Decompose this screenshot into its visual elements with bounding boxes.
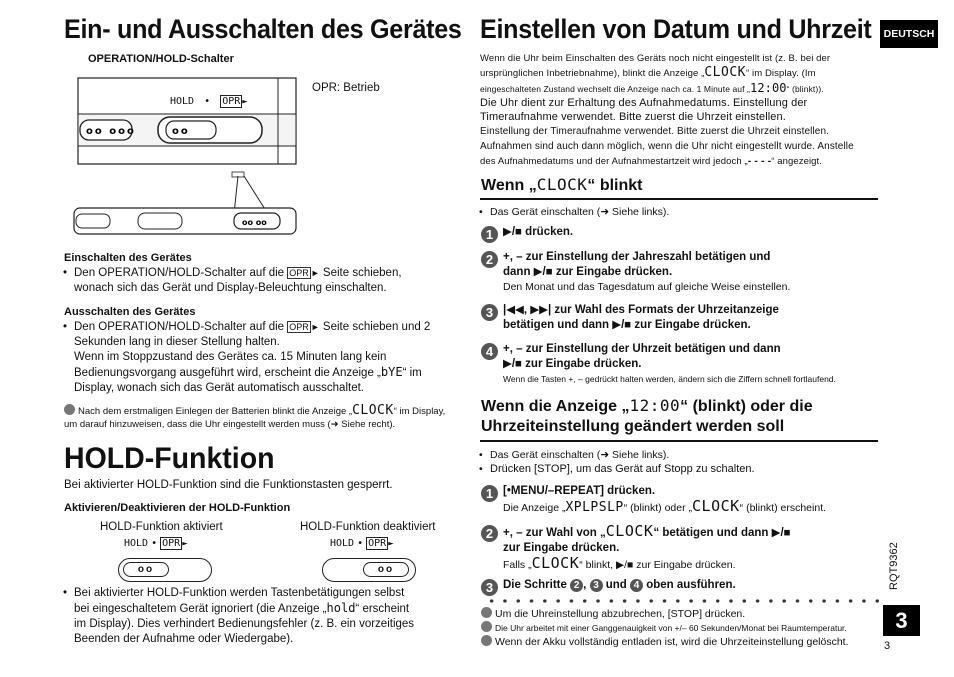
intro-1d: eingeschalteten Zustand wechselt die Anzeige nach ca. 1 Minute auf „ <box>480 84 750 94</box>
arrow-right-icon: ► <box>182 539 188 549</box>
opr-note: OPR: Betrieb <box>312 82 380 94</box>
s2-step3d: oben ausführen. <box>646 579 736 591</box>
on-text <box>74 266 464 296</box>
step-number-3: 3 <box>481 579 498 596</box>
on-heading: Einschalten des Gerätes <box>64 252 192 264</box>
step-ref-3: 3 <box>590 579 603 592</box>
s2-step2 <box>503 524 881 573</box>
note-clock-d: Siehe recht). <box>341 419 396 430</box>
section-title-power: Ein- und Ausschalten des Gerätes <box>64 14 462 44</box>
note-clock-a: Nach dem erstmaligen Einlegen der Batterien blinkt die Anzeige „ <box>78 406 353 417</box>
bye-display: bYE <box>380 365 403 379</box>
switch-caption: OPERATION/HOLD-Schalter <box>88 53 234 65</box>
sleep-display: XPLPSLP <box>565 500 624 515</box>
step-number-2: 2 <box>481 525 498 542</box>
s2-step2-sub-a: Falls „ <box>503 559 532 571</box>
clock-display: CLOCK <box>531 554 580 572</box>
arrow-icon: ➜ <box>330 419 339 430</box>
s1-step4 <box>503 342 881 387</box>
clock-intro <box>480 51 878 169</box>
intro-1e: “ (blinkt)). <box>786 84 824 94</box>
s2-step1-sub-b: “ (blinkt) oder „ <box>623 502 693 514</box>
step-number-1: 1 <box>481 226 498 243</box>
s2-head-b: “ (blinkt) oder die <box>680 398 813 415</box>
off-text-5: Display, wonach sich das Gerät automatisch ausschaltet. <box>74 382 364 394</box>
note-bullet-icon <box>481 635 492 646</box>
s2-step2b: “ betätigen und dann ▶/■ <box>653 527 791 539</box>
step-ref-2: 2 <box>570 579 583 592</box>
s1-step4b: ▶/■ zur Eingabe drücken. <box>503 358 642 370</box>
on-text-c: wonach sich das Gerät und Display-Beleuchtung einschalten. <box>74 282 387 294</box>
hold-text-3: im Display). Dies verhindert Bedienungsfehler (z. B. ein vorzeitiges <box>74 618 415 630</box>
hold-label: HOLD <box>124 538 149 549</box>
hold-off-legend <box>330 538 394 549</box>
opr-inline-icon: OPR <box>289 268 309 278</box>
s2-step3c: und <box>605 579 627 591</box>
hold-text-1: Bei aktivierter HOLD-Funktion werden Tastenbetätigungen selbst <box>74 587 405 599</box>
step-number-2: 2 <box>481 251 498 268</box>
on-text-a: Den OPERATION/HOLD-Schalter auf die <box>74 267 285 279</box>
hold-text-2b: “ erscheint <box>355 603 410 615</box>
off-text-4b: “ im <box>402 367 422 379</box>
off-text-3: Wenn im Stoppzustand des Gerätes ca. 15 Minuten lang kein <box>74 351 387 363</box>
svg-text:oo: oo <box>172 126 190 137</box>
diagram-dot-icon: • <box>204 96 211 107</box>
s1-step1: ▶/■ drücken. <box>503 226 574 238</box>
s2-step3a: Die Schritte <box>503 579 567 591</box>
hold-switch-on <box>118 558 212 582</box>
arrow-right-icon: ► <box>242 97 248 107</box>
hold-switch-off <box>322 558 416 582</box>
note-clock <box>64 404 464 431</box>
hold-bullet <box>74 586 466 647</box>
s1-step2a: +, – zur Einstellung der Jahreszahl betätigen und <box>503 251 771 263</box>
s2-step3 <box>503 578 736 593</box>
s2-head-c: Uhrzeiteinstellung geändert werden soll <box>481 418 785 435</box>
s2-step2-sub-b: “ blinkt, ▶/■ zur Eingabe drücken. <box>579 559 736 571</box>
svg-text:oo ooo: oo ooo <box>86 126 136 137</box>
note-clock-c: um darauf hinzuweisen, dass die Uhr eingestellt werden muss ( <box>64 419 331 430</box>
intro-1b: ursprünglichen Inbetriebnahme), blinkt die Anzeige „ <box>480 68 705 79</box>
s1-head-a: Wenn „ <box>481 177 537 194</box>
step-ref-4: 4 <box>630 579 643 592</box>
s1-bullet <box>490 205 669 219</box>
s2-bullet-1b: Siehe links). <box>612 449 670 461</box>
s2-step2a: +, – zur Wahl von „ <box>503 527 606 539</box>
step-number-4: 4 <box>481 343 498 360</box>
s1-step2c: Den Monat und das Tagesdatum auf gleiche Weise einstellen. <box>503 281 791 293</box>
intro-3c: des Aufnahmedatums und der Aufnahmestartzeit wird jedoch „ <box>480 156 748 167</box>
s2-step1 <box>503 484 881 516</box>
s1-step4a: +, – zur Einstellung der Uhrzeit betätigen und dann <box>503 343 781 355</box>
note-bullet-icon <box>64 404 75 415</box>
page-number: 3 <box>884 640 891 652</box>
clock-display: CLOCK <box>605 522 654 540</box>
off-text-1a: Den OPERATION/HOLD-Schalter auf die <box>74 321 285 333</box>
s1-step3 <box>503 303 878 333</box>
intro-2a: Die Uhr dient zur Erhaltung des Aufnahmedatums. Einstellung der <box>480 97 808 109</box>
clock-display: CLOCK <box>704 65 746 80</box>
dot-icon: • <box>151 538 158 549</box>
svg-text:oo oo: oo oo <box>242 218 267 227</box>
arrow-icon: ➜ <box>600 449 610 461</box>
divider <box>480 440 878 442</box>
hold-on-legend <box>124 538 188 549</box>
s1-bullet-b: Siehe links). <box>612 206 670 218</box>
s1-step2b: dann ▶/■ zur Eingabe drücken. <box>503 266 673 278</box>
hold-on-label: HOLD-Funktion aktiviert <box>100 521 223 533</box>
clock-display: CLOCK <box>536 175 588 194</box>
s1-head-b: “ blinkt <box>587 177 643 194</box>
intro-3d: “ angezeigt. <box>771 156 823 167</box>
s2-step1-text: [•MENU/–REPEAT] drücken. <box>503 485 656 497</box>
s1-step4c: Wenn die Tasten +, – gedrückt halten werden, ändern sich die Ziffern schnell fortlaufend. <box>503 374 836 384</box>
note-a: Um die Uhreinstellung abzubrechen, [STOP] drücken. <box>495 608 746 620</box>
note-b: Die Uhr arbeitet mit einer Ganggenauigkeit von +/– 60 Sekunden/Monat bei Raumtemperatur. <box>495 623 847 633</box>
arrow-right-icon: ► <box>388 539 394 549</box>
s2-step3b: , <box>583 579 587 591</box>
divider <box>480 198 878 200</box>
diagram-hold-label: HOLD <box>170 96 195 107</box>
s2-step1-sub-c: “ (blinkt) erscheint. <box>739 502 827 514</box>
time-display: 12:00 <box>750 81 787 95</box>
section-title-clock: Einstellen von Datum und Uhrzeit <box>480 14 872 44</box>
s1-step3b: betätigen und dann ▶/■ zur Eingabe drücken. <box>503 319 751 331</box>
hold-label: HOLD <box>330 538 355 549</box>
note-bullet-icon <box>481 607 492 618</box>
hold-off-label: HOLD-Funktion deaktiviert <box>300 521 436 533</box>
device-diagram <box>72 76 302 244</box>
step-number-1: 1 <box>481 485 498 502</box>
page-number-box: 3 <box>883 605 920 636</box>
note-clock-b: “ im Display, <box>393 406 446 417</box>
dot-icon: • <box>357 538 364 549</box>
subsection-change-time <box>481 396 881 437</box>
opr-label: OPR <box>162 538 181 549</box>
hold-display: hold <box>326 601 356 615</box>
hold-intro: Bei aktivierter HOLD-Funktion sind die Funktionstasten gesperrt. <box>64 479 393 491</box>
switch-knob: oo <box>363 562 409 577</box>
subsection-clock-blinks <box>481 175 642 196</box>
clock-display: CLOCK <box>352 403 394 418</box>
off-text <box>74 320 466 396</box>
s2-bullet-2: Drücken [STOP], um das Gerät auf Stopp zu schalten. <box>490 463 755 475</box>
hold-text-2a: bei eingeschaltetem Gerät ignoriert (die Anzeige „ <box>74 603 327 615</box>
s1-step2 <box>503 250 878 295</box>
off-text-2: Sekunden lang in dieser Stellung halten. <box>74 336 280 348</box>
switch-knob: oo <box>123 562 169 577</box>
s2-bullets <box>490 448 880 476</box>
dash-display: - - - - <box>747 155 772 167</box>
s1-bullet-a: Das Gerät einschalten ( <box>490 206 601 218</box>
off-heading: Ausschalten des Gerätes <box>64 306 196 318</box>
opr-inline-icon: OPR <box>289 322 309 332</box>
arrow-icon: ➜ <box>600 206 610 218</box>
note-c: Wenn der Akku vollständig entladen ist, wird die Uhrzeiteinstellung gelöscht. <box>495 636 849 648</box>
time-display: 12:00 <box>629 396 681 415</box>
s2-step2c: zur Eingabe drücken. <box>503 542 620 554</box>
language-badge: DEUTSCH <box>880 20 938 48</box>
s1-step3a: |◀◀, ▶▶| zur Wahl des Formats der Uhrzeitanzeige <box>503 304 779 316</box>
hold-subheading: Aktivieren/Deaktivieren der HOLD-Funktion <box>64 502 291 514</box>
clock-display: CLOCK <box>692 497 740 515</box>
arrow-right-icon: ► <box>310 268 320 278</box>
section-title-hold: HOLD-Funktion <box>64 442 275 475</box>
diagram-opr-label: OPR <box>222 96 241 107</box>
intro-1a: Wenn die Uhr beim Einschalten des Geräts noch nicht eingestellt ist (z. B. bei der <box>480 53 831 64</box>
off-text-4a: Bedienungsvorgang ausgeführt wird, erscheint die Anzeige „ <box>74 367 381 379</box>
on-text-b: Seite schieben, <box>322 267 402 279</box>
s2-step1-sub-a: Die Anzeige „ <box>503 502 566 514</box>
model-code: RQT9362 <box>888 542 900 590</box>
intro-2b: Timeraufnahme verwendet. Bitte zuerst die Uhrzeit einstellen. <box>480 111 786 123</box>
s2-head-a: Wenn die Anzeige „ <box>481 398 630 415</box>
opr-label: OPR <box>368 538 387 549</box>
dotted-divider <box>485 596 880 606</box>
s2-bullet-1a: Das Gerät einschalten ( <box>490 449 601 461</box>
intro-1c: “ im Display. (Im <box>746 68 816 79</box>
note-bullet-icon <box>481 621 492 632</box>
intro-3b: Aufnahmen sind auch dann möglich, wenn die Uhr nicht eingestellt wurde. Anstelle <box>480 141 854 152</box>
step-number-3: 3 <box>481 304 498 321</box>
intro-3a: Einstellung der Timeraufnahme verwendet. Bitte zuerst die Uhrzeit einstellen. <box>480 126 829 137</box>
notes <box>481 607 881 649</box>
off-text-1b: Seite schieben und 2 <box>322 321 431 333</box>
hold-text-4: Beenden der Aufnahme oder Wiedergabe). <box>74 633 294 645</box>
arrow-right-icon: ► <box>310 322 320 332</box>
